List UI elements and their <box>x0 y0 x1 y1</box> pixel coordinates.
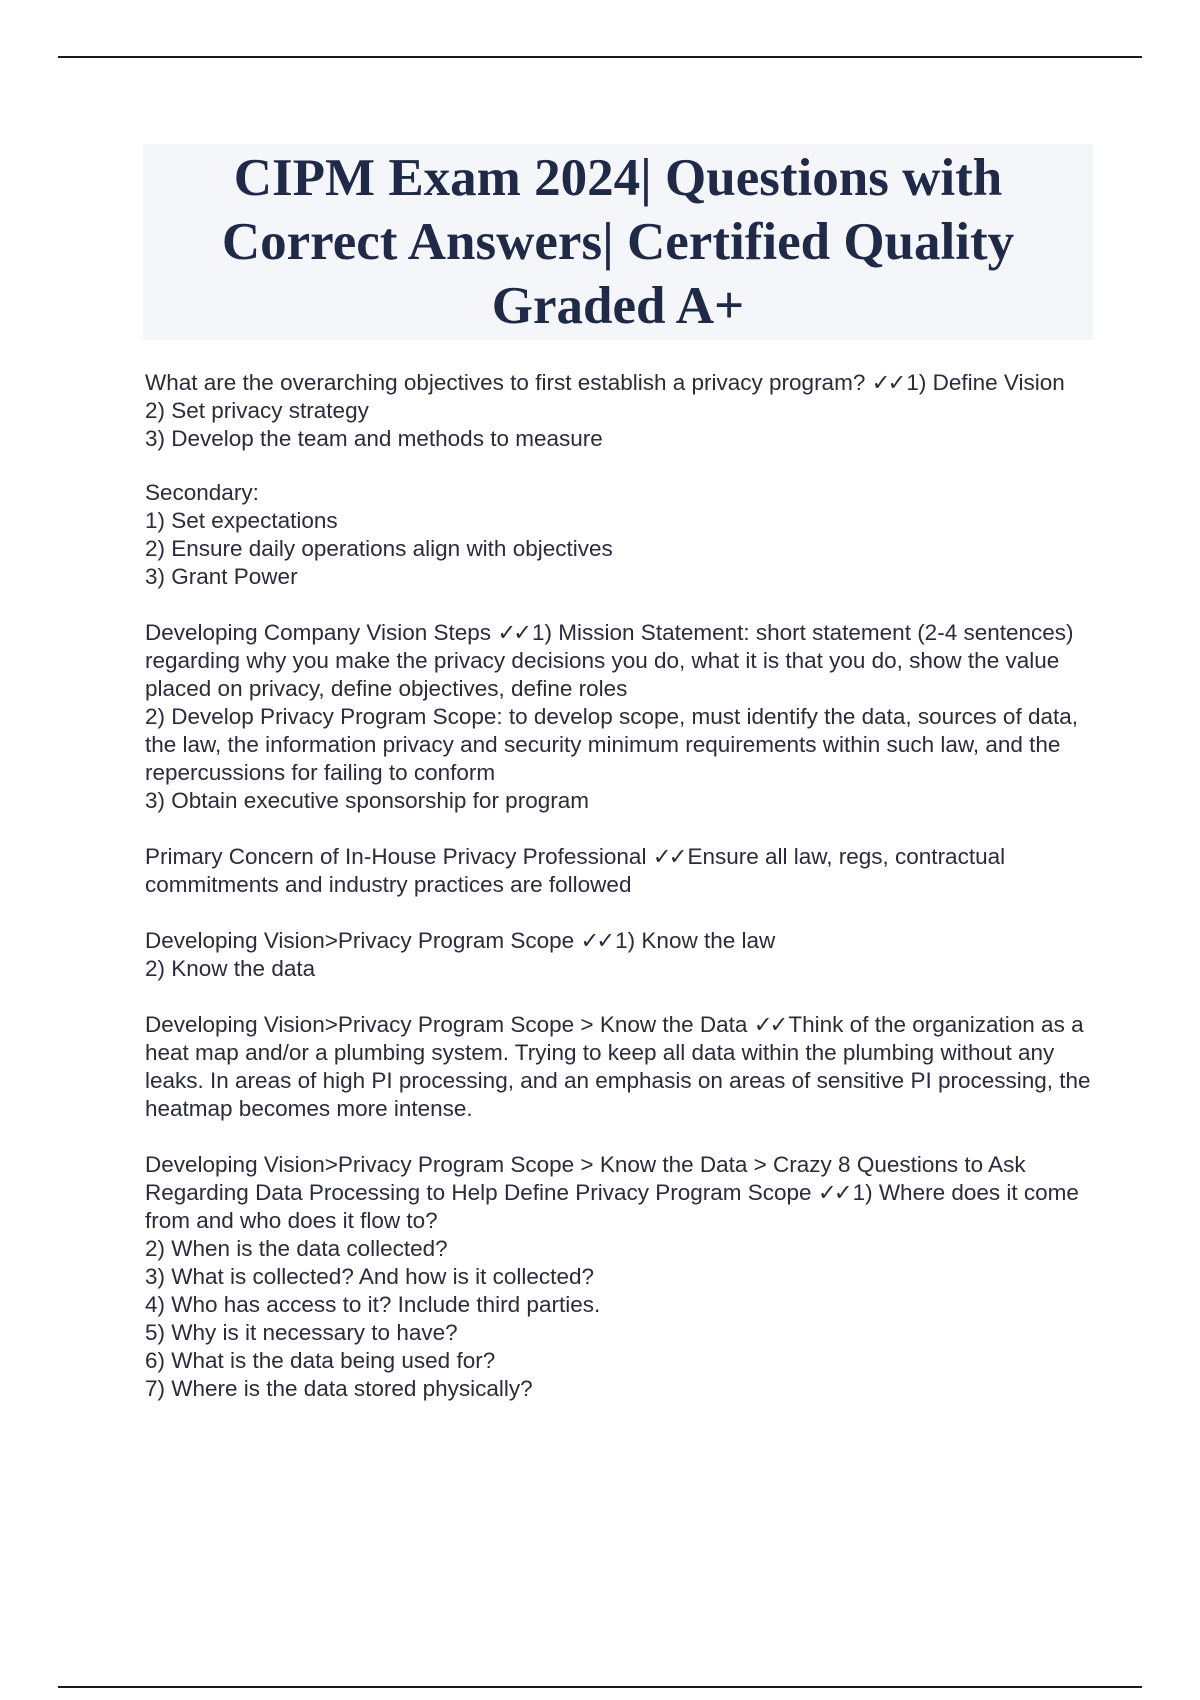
qa-answer-line: 3) Develop the team and methods to measure <box>145 426 603 451</box>
qa-secondary-line: 2) Ensure daily operations align with objectives <box>145 536 613 561</box>
qa-answer-line: 1) Know the law <box>615 928 776 953</box>
checkmark-icon: ✓✓ <box>871 370 904 396</box>
top-rule <box>58 56 1142 58</box>
qa-secondary-line: 1) Set expectations <box>145 508 338 533</box>
qa-answer-line: 2) Develop Privacy Program Scope: to develop scope, must identify the data, sources of data, the law, the information privacy and security minimum requirements within such law, and the repercussions for failing to conform <box>145 704 1085 785</box>
qa-question-line <box>145 1011 1095 1123</box>
qa-question-line <box>145 1151 1095 1235</box>
document-title: CIPM Exam 2024| Questions with Correct Answers| Certified Quality Graded A+ <box>221 149 1015 335</box>
qa-secondary-line: 3) Grant Power <box>145 564 298 589</box>
checkmark-icon: ✓✓ <box>652 844 685 870</box>
qa-item <box>145 1011 1095 1123</box>
qa-question: What are the overarching objectives to first establish a privacy program? <box>145 370 866 395</box>
qa-question-line <box>145 927 1095 955</box>
checkmark-icon: ✓✓ <box>497 620 530 646</box>
qa-answer-line: 2) Know the data <box>145 956 316 981</box>
qa-list <box>145 369 1095 1431</box>
qa-answer-line: Think of the organization as a heat map and/or a plumbing system. Trying to keep all data within the plumbing without any leaks. In areas of high PI processing, and an emphasis on areas of sensitive PI processing, the heatmap becomes more intense. <box>145 1012 1097 1121</box>
qa-answer-line: 1) Where does it come from and who does it flow to? <box>145 1180 1086 1233</box>
qa-answer-line: 3) What is collected? And how is it collected? <box>145 1264 594 1289</box>
qa-question: Developing Vision>Privacy Program Scope > Know the Data > Crazy 8 Questions to Ask Regarding Data Processing to Help Define Privacy Program Scope <box>145 1152 1032 1205</box>
qa-answer-line: 7) Where is the data stored physically? <box>145 1376 533 1401</box>
qa-question: Primary Concern of In-House Privacy Professional <box>145 844 647 869</box>
title-banner <box>143 144 1093 340</box>
qa-question-line <box>145 843 1095 899</box>
qa-item <box>145 619 1095 815</box>
qa-item <box>145 927 1095 983</box>
checkmark-icon: ✓✓ <box>817 1180 850 1206</box>
qa-answer-line: 1) Mission Statement: short statement (2-4 sentences) regarding why you make the privacy decisions you do, what it is that you do, show the value placed on privacy, define objectives, define roles <box>145 620 1080 701</box>
qa-answer-line: 6) What is the data being used for? <box>145 1348 496 1373</box>
qa-question: Developing Vision>Privacy Program Scope > Know the Data <box>145 1012 748 1037</box>
qa-answer-line: 1) Define Vision <box>906 370 1065 395</box>
qa-answer-line: 5) Why is it necessary to have? <box>145 1320 458 1345</box>
qa-question: Developing Company Vision Steps <box>145 620 492 645</box>
qa-item <box>145 369 1095 591</box>
bottom-rule <box>58 1686 1142 1688</box>
qa-answer-line: 2) When is the data collected? <box>145 1236 448 1261</box>
qa-item <box>145 843 1095 899</box>
qa-question-line <box>145 369 1095 397</box>
checkmark-icon: ✓✓ <box>753 1012 786 1038</box>
qa-answer-line: Ensure all law, regs, contractual commitments and industry practices are followed <box>145 844 1012 897</box>
qa-secondary-heading: Secondary: <box>145 480 259 505</box>
checkmark-icon: ✓✓ <box>580 928 613 954</box>
qa-question-line <box>145 619 1095 703</box>
qa-answer-line: 2) Set privacy strategy <box>145 398 369 423</box>
qa-answer-line: 4) Who has access to it? Include third parties. <box>145 1292 601 1317</box>
qa-item <box>145 1151 1095 1403</box>
qa-question: Developing Vision>Privacy Program Scope <box>145 928 575 953</box>
qa-answer-line: 3) Obtain executive sponsorship for program <box>145 788 589 813</box>
